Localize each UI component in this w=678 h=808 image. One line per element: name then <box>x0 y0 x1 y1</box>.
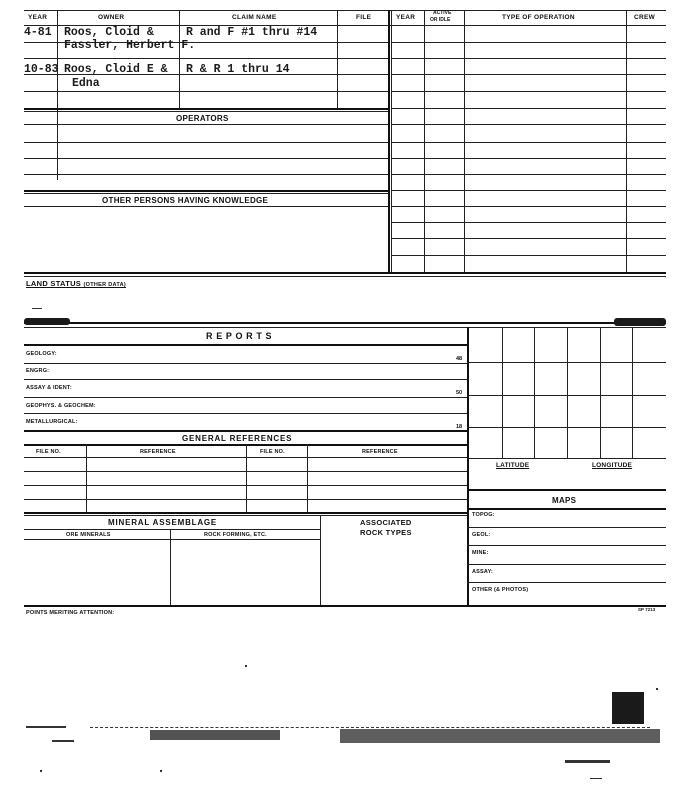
ink-smudge-right <box>614 318 666 326</box>
longitude-label: LONGITUDE <box>592 462 633 469</box>
col-header-or-idle: OR IDLE <box>430 17 451 23</box>
report-geology-num: 48 <box>456 356 463 362</box>
maps-topog-label: TOPOG: <box>472 512 495 518</box>
ore-minerals-header: ORE MINERALS <box>66 532 111 538</box>
maps-mine-label: MINE: <box>472 550 489 556</box>
gen-ref-header-reference-2: REFERENCE <box>362 449 398 455</box>
report-metallurgical-label: METALLURGICAL: <box>26 419 78 425</box>
land-status-label <box>26 279 126 288</box>
row-2-claim: R & R 1 thru 14 <box>186 63 290 76</box>
col-header-owner: OWNER <box>98 14 125 21</box>
report-assay-num: 50 <box>456 390 463 396</box>
form-number: SP 7213 <box>638 607 656 612</box>
row-1-year: 4-81 <box>24 26 52 39</box>
reports-title: R E P O R T S <box>206 331 273 341</box>
latitude-label: LATITUDE <box>496 462 530 469</box>
other-persons-heading: OTHER PERSONS HAVING KNOWLEDGE <box>102 196 269 205</box>
col-header-type-of-operation: TYPE OF OPERATION <box>502 14 575 21</box>
col-header-file: FILE <box>356 14 372 21</box>
mineral-assemblage-title: MINERAL ASSEMBLAGE <box>108 518 218 527</box>
report-geology-label: GEOLOGY: <box>26 351 57 357</box>
col-header-crew: CREW <box>634 14 656 21</box>
col-header-year-2: YEAR <box>396 14 416 21</box>
gen-ref-header-file-no-2: FILE NO. <box>260 449 285 455</box>
col-header-claim-name: CLAIM NAME <box>232 14 277 21</box>
row-2-year: 10-83 <box>24 63 59 76</box>
rock-forming-header: ROCK FORMING, ETC. <box>204 532 267 538</box>
associated-rock-types-line-2: ROCK TYPES <box>360 528 412 537</box>
associated-rock-types-line-1: ASSOCIATED <box>360 518 412 527</box>
maps-geol-label: GEOL: <box>472 532 491 538</box>
report-engrg-label: ENGRG: <box>26 368 50 374</box>
maps-title: MAPS <box>552 496 577 505</box>
maps-other-label: OTHER (& PHOTOS) <box>472 587 529 593</box>
ink-smudge-left <box>24 318 70 325</box>
land-status-title: LAND STATUS <box>26 279 82 288</box>
operators-heading: OPERATORS <box>176 114 229 123</box>
row-1-owner-line-1: Roos, Cloid & <box>64 26 154 39</box>
gen-ref-header-reference-1: REFERENCE <box>140 449 176 455</box>
maps-assay-label: ASSAY: <box>472 569 494 575</box>
row-1-claim: R and F #1 thru #14 <box>186 26 318 39</box>
land-status-sub: (OTHER DATA) <box>83 282 126 288</box>
col-header-active: ACTIVE <box>433 10 452 16</box>
row-1-owner-line-2: Fassler, Herbert F. <box>64 39 196 52</box>
gen-ref-header-file-no-1: FILE NO. <box>36 449 61 455</box>
general-references-title: GENERAL REFERENCES <box>182 434 293 443</box>
report-geophys-label: GEOPHYS. & GEOCHEM: <box>26 403 96 409</box>
report-metallurgical-num: 18 <box>456 424 463 430</box>
report-assay-label: ASSAY & IDENT: <box>26 385 72 391</box>
row-2-owner-line-1: Roos, Cloid E & <box>64 63 168 76</box>
points-meriting-attention-label: POINTS MERITING ATTENTION: <box>26 610 115 616</box>
col-header-year: YEAR <box>28 14 48 21</box>
row-2-owner-line-2: Edna <box>72 77 100 90</box>
